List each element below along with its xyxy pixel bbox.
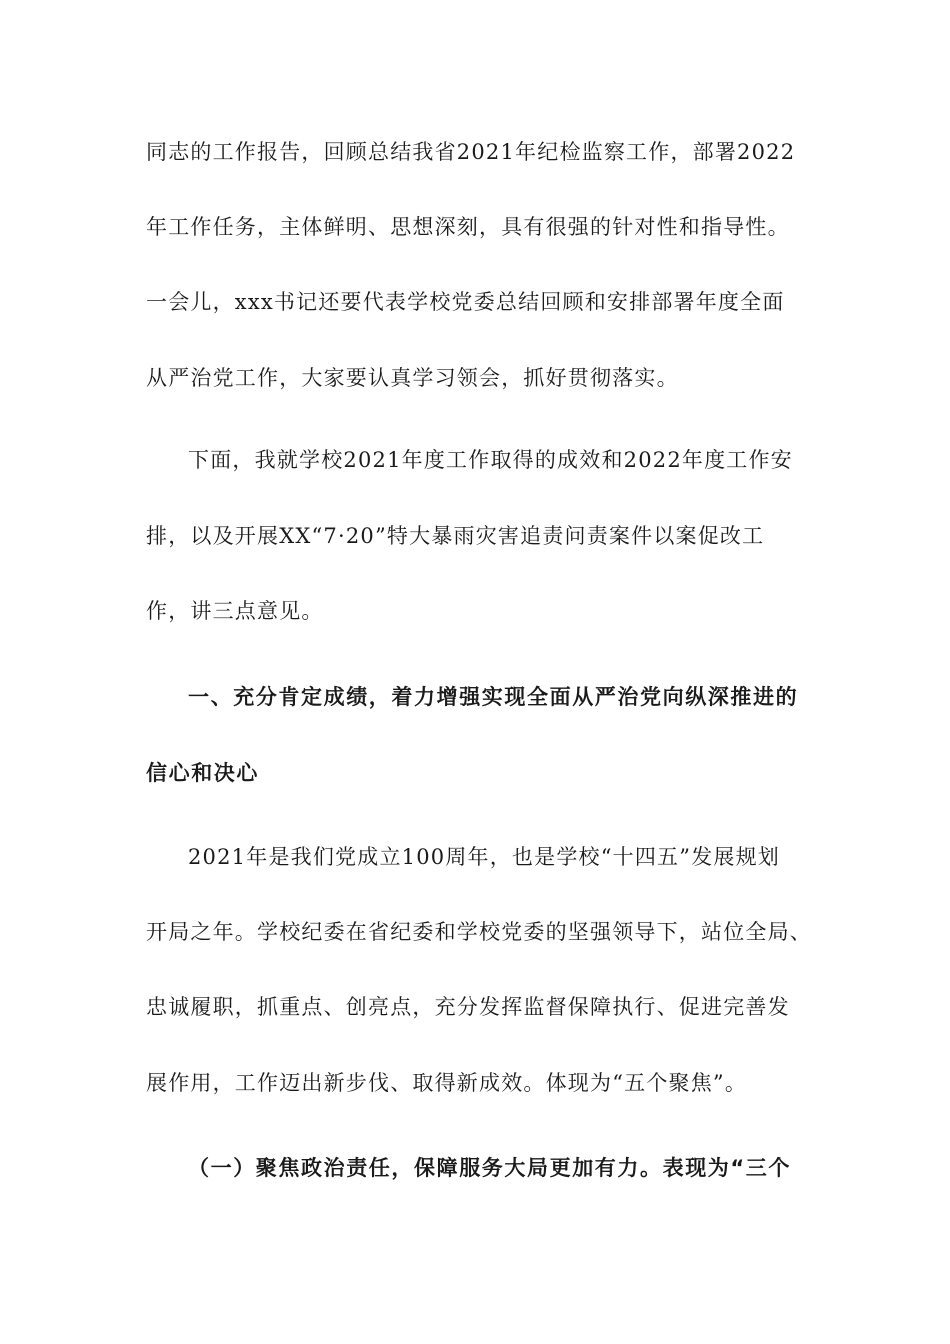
body-text-line: 一会儿，xxx书记还要代表学校党委总结回顾和安排部署年度全面 [146, 290, 785, 314]
subsection-heading: （一）聚焦政治责任，保障服务大局更加有力。表现为“三个 [188, 1156, 791, 1180]
body-text-line: 作，讲三点意见。 [146, 599, 324, 623]
body-text-line: 忠诚履职，抓重点、创亮点，充分发挥监督保障执行、促进完善发 [146, 995, 790, 1019]
body-text-line: 开局之年。学校纪委在省纪委和学校党委的坚强领导下，站位全局、 [146, 920, 812, 944]
body-text-line: 展作用，工作迈出新步伐、取得新成效。体现为“五个聚焦”。 [146, 1071, 748, 1095]
section-heading: 一、充分肯定成绩，着力增强实现全面从严治党向纵深推进的 [188, 685, 799, 709]
body-text-line: 从严治党工作，大家要认真学习领会，抓好贯彻落实。 [146, 366, 679, 390]
paragraph-first-line: 下面，我就学校2021年度工作取得的成效和2022年度工作安 [188, 448, 793, 472]
body-text-line: 排，以及开展XX“7·20”特大暴雨灾害追责问责案件以案促改工 [146, 524, 765, 548]
paragraph-first-line: 2021年是我们党成立100周年，也是学校“十四五”发展规划 [188, 845, 780, 869]
section-heading-continued: 信心和决心 [146, 761, 259, 785]
body-text-line: 年工作任务，主体鲜明、思想深刻，具有很强的针对性和指导性。 [146, 215, 790, 239]
body-text-line: 同志的工作报告，回顾总结我省2021年纪检监察工作，部署2022 [146, 140, 796, 164]
